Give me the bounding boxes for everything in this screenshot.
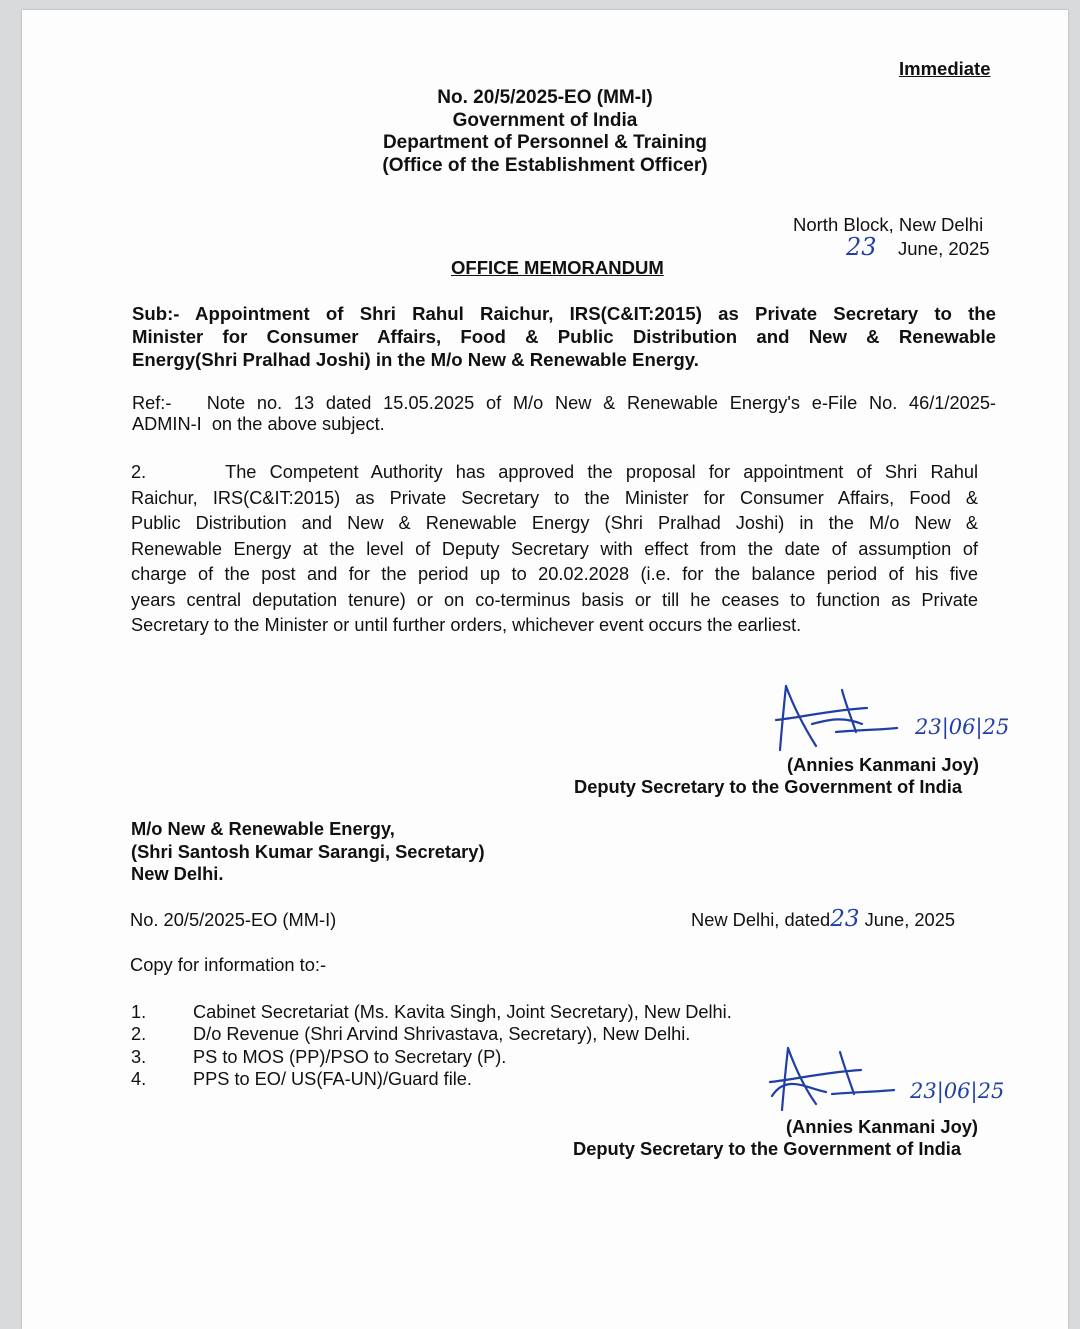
- header-government: Government of India: [452, 109, 638, 131]
- copy-dated: [691, 906, 955, 932]
- copy-dated-rest: June, 2025: [859, 909, 956, 930]
- body-line: Raichur, IRS(C&IT:2015) as Private Secretary to the Minister for Consumer Affairs, Food &: [131, 487, 978, 508]
- body-paragraph: [131, 460, 978, 639]
- addressee: [131, 818, 485, 886]
- signature-date-2: 23|06|25: [910, 1079, 1005, 1103]
- list-item-number: 4.: [131, 1069, 147, 1090]
- list-item: [131, 1068, 732, 1090]
- copy-dated-prefix: New Delhi, dated: [691, 909, 831, 930]
- ref-line: Ref:- Note no. 13 dated 15.05.2025 of M/o New & Renewable Energy's e-File No. 46/1/2025-: [132, 393, 996, 413]
- list-item: [131, 1046, 732, 1068]
- signature-scribble-2: [766, 1044, 906, 1116]
- addressee-line: (Shri Santosh Kumar Sarangi, Secretary): [131, 840, 485, 862]
- body-line: charge of the post and for the period up to 20.02.2028 (i.e. for the balance period of his five: [131, 564, 978, 584]
- list-item-number: 1.: [131, 1002, 147, 1022]
- body-line: Renewable Energy at the level of Deputy Secretary with effect from the date of assumption of: [131, 538, 978, 559]
- reference: [132, 393, 996, 435]
- list-item: [131, 1001, 732, 1023]
- copy-file-no: No. 20/5/2025-EO (MM-I): [130, 909, 337, 930]
- list-item-text: PPS to EO/ US(FA-UN)/Guard file.: [193, 1069, 472, 1090]
- date-text: June, 2025: [898, 238, 990, 259]
- list-item-text: D/o Revenue (Shri Arvind Shrivastava, Secretary), New Delhi.: [193, 1024, 691, 1045]
- body-line: years central deputation tenure) or on co-terminus basis or till he ceases to function as Private: [131, 589, 978, 610]
- body-line: Secretary to the Minister or until further orders, whichever event occurs the earliest.: [131, 615, 802, 635]
- signatory-name-2: (Annies Kanmani Joy): [786, 1116, 978, 1137]
- ref-line: ADMIN-I on the above subject.: [132, 414, 385, 434]
- header-file-no: No. 20/5/2025-EO (MM-I): [437, 87, 653, 108]
- signature-date: 23|06|25: [915, 715, 1010, 739]
- copy-list: [131, 1001, 732, 1091]
- header-department: Department of Personnel & Training: [382, 132, 708, 153]
- signatory-designation: Deputy Secretary to the Government of India: [574, 776, 963, 797]
- subject-line: Energy(Shri Pralhad Joshi) in the M/o New & Renewable Energy.: [132, 349, 699, 370]
- handwritten-day: 23: [846, 233, 877, 261]
- subject-line: Minister for Consumer Affairs, Food & Public Distribution and New & Renewable: [132, 326, 996, 347]
- signatory-name: (Annies Kanmani Joy): [787, 754, 979, 775]
- addressee-line: New Delhi.: [131, 863, 224, 884]
- list-item: [131, 1023, 732, 1045]
- subject-line: Sub:- Appointment of Shri Rahul Raichur, IRS(C&IT:2015) as Private Secretary to the: [132, 303, 996, 324]
- body-line: Public Distribution and New & Renewable Energy (Shri Pralhad Joshi) in the M/o New &: [131, 513, 978, 533]
- addressee-line: M/o New & Renewable Energy,: [131, 818, 395, 839]
- copy-dated-day: 23: [830, 906, 860, 932]
- signatory-designation-2: Deputy Secretary to the Government of India: [573, 1138, 962, 1159]
- list-item-text: Cabinet Secretariat (Ms. Kavita Singh, Joint Secretary), New Delhi.: [193, 1002, 732, 1022]
- copy-intro: Copy for information to:-: [130, 954, 327, 975]
- place: North Block, New Delhi: [793, 214, 984, 235]
- list-item-text: PS to MOS (PP)/PSO to Secretary (P).: [193, 1046, 507, 1067]
- signature-scribble: [772, 680, 912, 756]
- priority-label: Immediate: [899, 58, 991, 79]
- list-item-number: 3.: [131, 1046, 147, 1067]
- subject: [132, 302, 996, 371]
- body-line: 2. The Competent Authority has approved the proposal for appointment of Shri Rahul: [131, 462, 978, 482]
- header-office: (Office of the Establishment Officer): [382, 154, 708, 176]
- document-header: [295, 87, 795, 177]
- memo-title: OFFICE MEMORANDUM: [451, 257, 664, 278]
- list-item-number: 2.: [131, 1024, 147, 1045]
